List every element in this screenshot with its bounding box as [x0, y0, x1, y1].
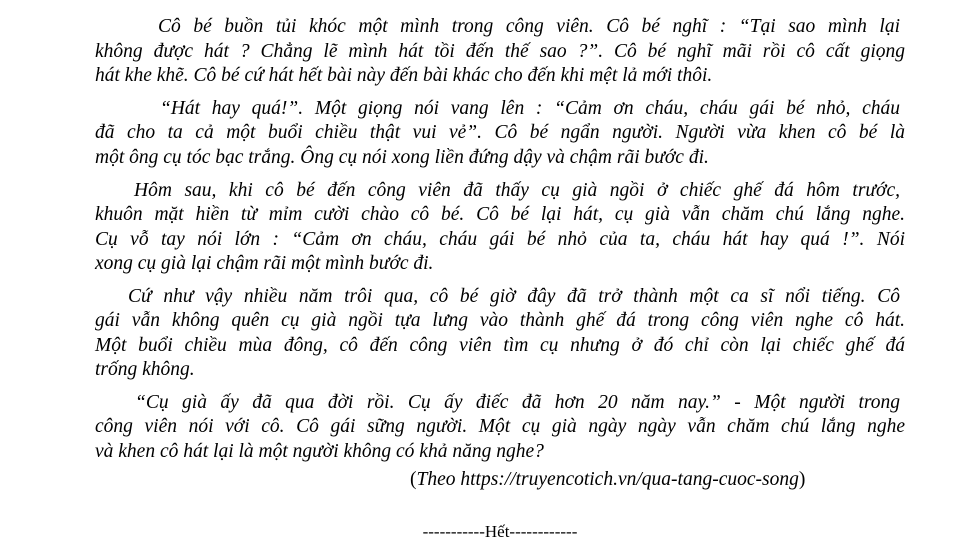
text-line: đã cho ta cả một buổi chiều thật vui vẻ”. Cô bé ngẩn người. Người vừa khen cô bé là — [95, 122, 905, 143]
text-line: Một buổi chiều mùa đông, cô đến công viên tìm cụ nhưng ở đó chỉ còn lại chiếc ghế đá — [95, 335, 905, 356]
text-line: một ông cụ tóc bạc trắng. Ông cụ nói xong liền đứng dậy và chậm rãi bước đi. — [95, 147, 709, 168]
text-line: gái vẫn không quên cụ già ngồi tựa lưng vào thành ghế đá trong công viên nghe cô hát. — [95, 310, 905, 331]
source-open-paren: ( — [410, 469, 417, 490]
text-line: Hôm sau, khi cô bé đến công viên đã thấy cụ già ngồi ở chiếc ghế đá hôm trước, — [134, 180, 900, 201]
text-line: Cứ như vậy nhiều năm trôi qua, cô bé giờ đây đã trở thành một ca sĩ nổi tiếng. Cô — [128, 286, 900, 307]
text-line: xong cụ già lại chậm rãi một mình bước đi. — [95, 253, 434, 274]
text-line: và khen cô hát lại là một người không có khả năng nghe? — [95, 441, 544, 462]
source-close-paren: ) — [798, 469, 806, 490]
end-mark: -----------Hết------------ — [422, 522, 578, 541]
text-line: hát khe khẽ. Cô bé cứ hát hết bài này đến bài khác cho đến khi mệt lả mới thôi. — [95, 65, 713, 86]
text-line: khuôn mặt hiền từ mỉm cười chào cô bé. Cô bé lại hát, cụ già vẫn chăm chú lắng nghe. — [95, 204, 905, 225]
text-line: “Cụ già ấy đã qua đời rồi. Cụ ấy điếc đã hơn 20 năm nay.” - Một người trong — [135, 392, 900, 413]
text-line: Cụ vỗ tay nói lớn : “Cảm ơn cháu, cháu gái bé nhỏ của ta, cháu hát hay quá !”. Nói — [95, 229, 905, 250]
source-citation — [410, 468, 805, 491]
text-line: “Hát hay quá!”. Một giọng nói vang lên : “Cảm ơn cháu, cháu gái bé nhỏ, cháu — [160, 98, 900, 119]
source-text: Theo https://truyencotich.vn/qua-tang-cuoc-song — [416, 469, 799, 490]
text-line: trống không. — [95, 359, 195, 380]
text-line: Cô bé buồn tủi khóc một mình trong công viên. Cô bé nghĩ : “Tại sao mình lại — [158, 16, 900, 37]
text-line: công viên nói với cô. Cô gái sững người. Một cụ già ngày ngày vẫn chăm chú lắng nghe — [95, 416, 905, 437]
text-line: không được hát ? Chẳng lẽ mình hát tồi đến thế sao ?”. Cô bé nghĩ mãi rồi cô cất giọng — [95, 41, 905, 62]
